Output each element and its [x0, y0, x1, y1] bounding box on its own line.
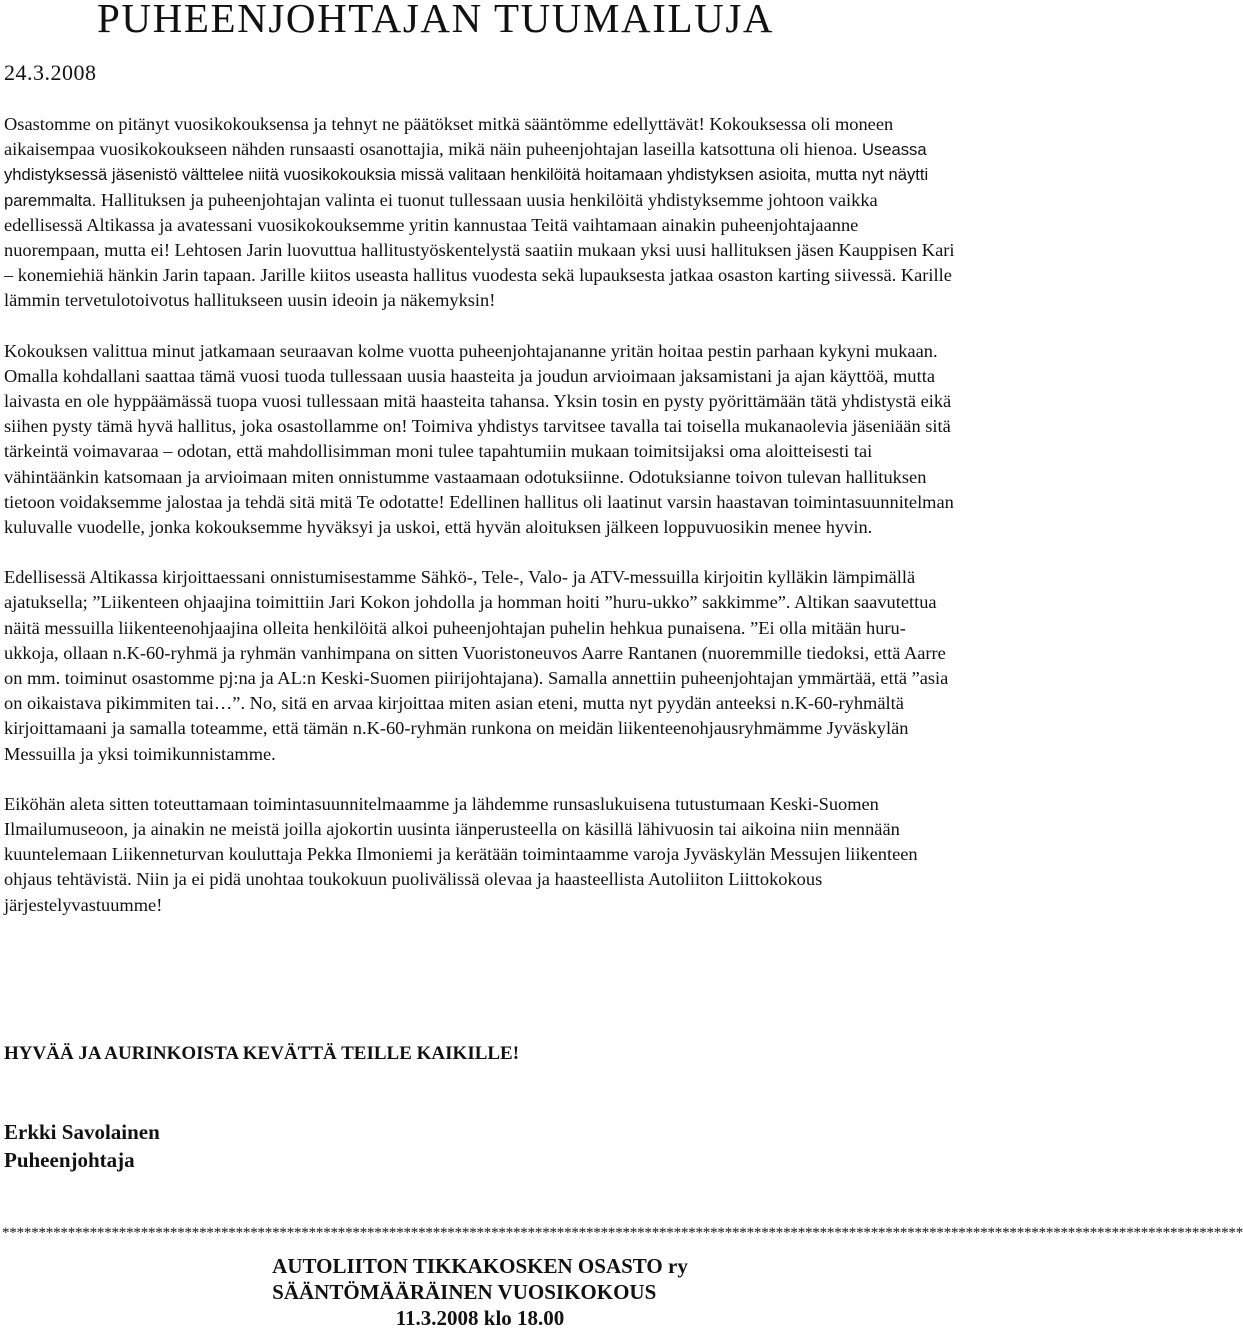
paragraph-1-part-c: Hallituksen ja puheenjohtajan valinta ei tuonut tullessaan uusia henkilöitä yhdistyksemme johtoon vaikka edellisessä Altikassa ja avatessani vuosikokouksemme yritin kannustaa Teitä vaihtamaan ainakin puheenjohtajaanne nuorempaan, mutta ei! Lehtosen Jarin luovuttua hallitustyöskentelystä saatiin mukaan yksi uusi hallituksen jäsen Kauppisen Kari – konemiehiä hänkin Jarin tapaan. Jarille kiitos useasta hallitus vuodesta sekä lupauksesta jatkaa osaston karting siivessä. Karille lämmin tervetulotoivotus hallitukseen uusin ideoin ja näkemyksin! — [4, 189, 955, 311]
greeting: HYVÄÄ JA AURINKOISTA KEVÄTTÄ TEILLE KAIKILLE! — [4, 1043, 520, 1064]
asterisk-separator: ************************************************************************************************************************************************************************** — [2, 1225, 1243, 1241]
signature-role: Puheenjohtaja — [4, 1148, 135, 1172]
paragraph-3: Edellisessä Altikassa kirjoittaessani onnistumisestamme Sähkö-, Tele-, Valo- ja ATV-messuilla kirjoitin kylläkin lämpimällä ajatuksella; ”Liikenteen ohjaajina toimittiin Jari Kokon johdolla ja homman hoiti ”huru-ukko” sakkimme”. Altikan saavutettua näitä messuilla liikenteenohjaajina olleita henkilöitä alkoi puheenjohtajan puhelin hehkua punaisena. ”Ei olla mitään huru-ukkoja, ollaan n.K-60-ryhmä ja ryhmän vanhimpana on sitten Vuoristoneuvos Aarre Rantanen (nuoremmille tiedoksi, että Aarre on mm. toiminut osastomme pj:na ja AL:n Keski-Suomen piirijohtajana). Samalla annettiin puheenjohtajan ymmärtää, että ”asia on oikaistava pikimmiten tai…”. No, sitä en arvaa kirjoittaa miten asian eteni, mutta nyt pyydän anteeksi n.K-60-ryhmältä kirjoittamaani ja samalla toteamme, että tämän n.K-60-ryhmän runkona on meidän liikenteenohjausryhmämme Jyväskylän Messuilla ja yksi toimikunnistamme. — [4, 567, 949, 764]
paragraph-2: Kokouksen valittua minut jatkamaan seuraavan kolme vuotta puheenjohtajananne yritän hoitaa pestin parhaan kykyni mukaan. Omalla kohdallani saattaa tämä vuosi tuoda tullessaan uusia haasteita ja joudun arvioimaan jaksamistani ja ajan käyttöä, mutta laivasta en ole hyppäämässä tuopa vuosi tullessaan mitä haasteita tahansa. Yksin tosin en pysty pyörittämään tätä yhdistystä eikä siihen pysty tämä hyvä hallitus, joka osastollamme on! Toimiva yhdistys tarvitsee tavalla tai toisella mukanaolevia jäseniään sitä tärkeintä voimavaraa – odotan, että mahdollisimman moni tulee tapahtumiin mukaan toimitsijaksi oma aloitteisesti tai vähintäänkin katsomaan ja arvioimaan miten onnistumme vastaamaan odotuksiinne. Odotuksianne toivon tulevan hallituksen tietoon voidaksemme jalostaa ja tehdä sitä mitä Te odotatte! Edellinen hallitus oli laatinut varsin haastavan toimintasuunnitelman kuluvalle vuodelle, jonka kokouksemme hyväksyi ja uskoi, että hyvän aloituksen jälkeen loppuvuosikin menee hyvin. — [4, 340, 954, 538]
meeting-title: SÄÄNTÖMÄÄRÄINEN VUOSIKOKOUS — [272, 1280, 657, 1304]
signature — [4, 1118, 160, 1174]
signature-name: Erkki Savolainen — [4, 1120, 160, 1144]
meeting-header-block — [272, 1253, 688, 1331]
paragraph-4: Eiköhän aleta sitten toteuttamaan toimintasuunnitelmaamme ja lähdemme runsaslukuisena tutustumaan Keski-Suomen Ilmailumuseoon, ja ainakin ne meistä joilla ajokortin uusinta iänperusteella on käsillä lähivuosin tai aikoina niin mennään kuuntelemaan Liikenneturvan kouluttaja Pekka Ilmoniemi ja kerätään toimintaamme varoja Jyväskylän Messujen liikenteen ohjaus tehtävistä. Niin ja ei pidä unohtaa toukokuun puolivälissä olevaa ja haasteellista Autoliiton Liittokokous järjestelyvastuumme! — [4, 793, 918, 915]
paragraph-1 — [4, 112, 956, 314]
paragraph-1-part-b: Useassa yhdistyksessä jäsenistö välttelee niitä vuosikokouksia missä valitaan henkilöitä hoitamaan yhdistyksen asioita, mutta nyt näytti paremmalta. — [4, 140, 929, 210]
page-title: PUHEENJOHTAJAN TUUMAILUJA — [97, 0, 775, 41]
paragraph-1-part-a: Osastomme on pitänyt vuosikokouksensa ja tehnyt ne päätökset mitkä sääntömme edellyttävät! Kokouksessa oli moneen aikaisempaa vuosikokoukseen nähden runsaasti osanottajia, mikä näin puheenjohtajan laseilla katsottuna oli hienoa. — [4, 114, 894, 160]
meeting-header — [0, 1253, 960, 1331]
meeting-org: AUTOLIITON TIKKAKOSKEN OSASTO ry — [272, 1254, 688, 1278]
meeting-datetime: 11.3.2008 klo 18.00 — [395, 1306, 565, 1330]
article-date: 24.3.2008 — [4, 60, 97, 85]
article-body — [4, 112, 956, 943]
